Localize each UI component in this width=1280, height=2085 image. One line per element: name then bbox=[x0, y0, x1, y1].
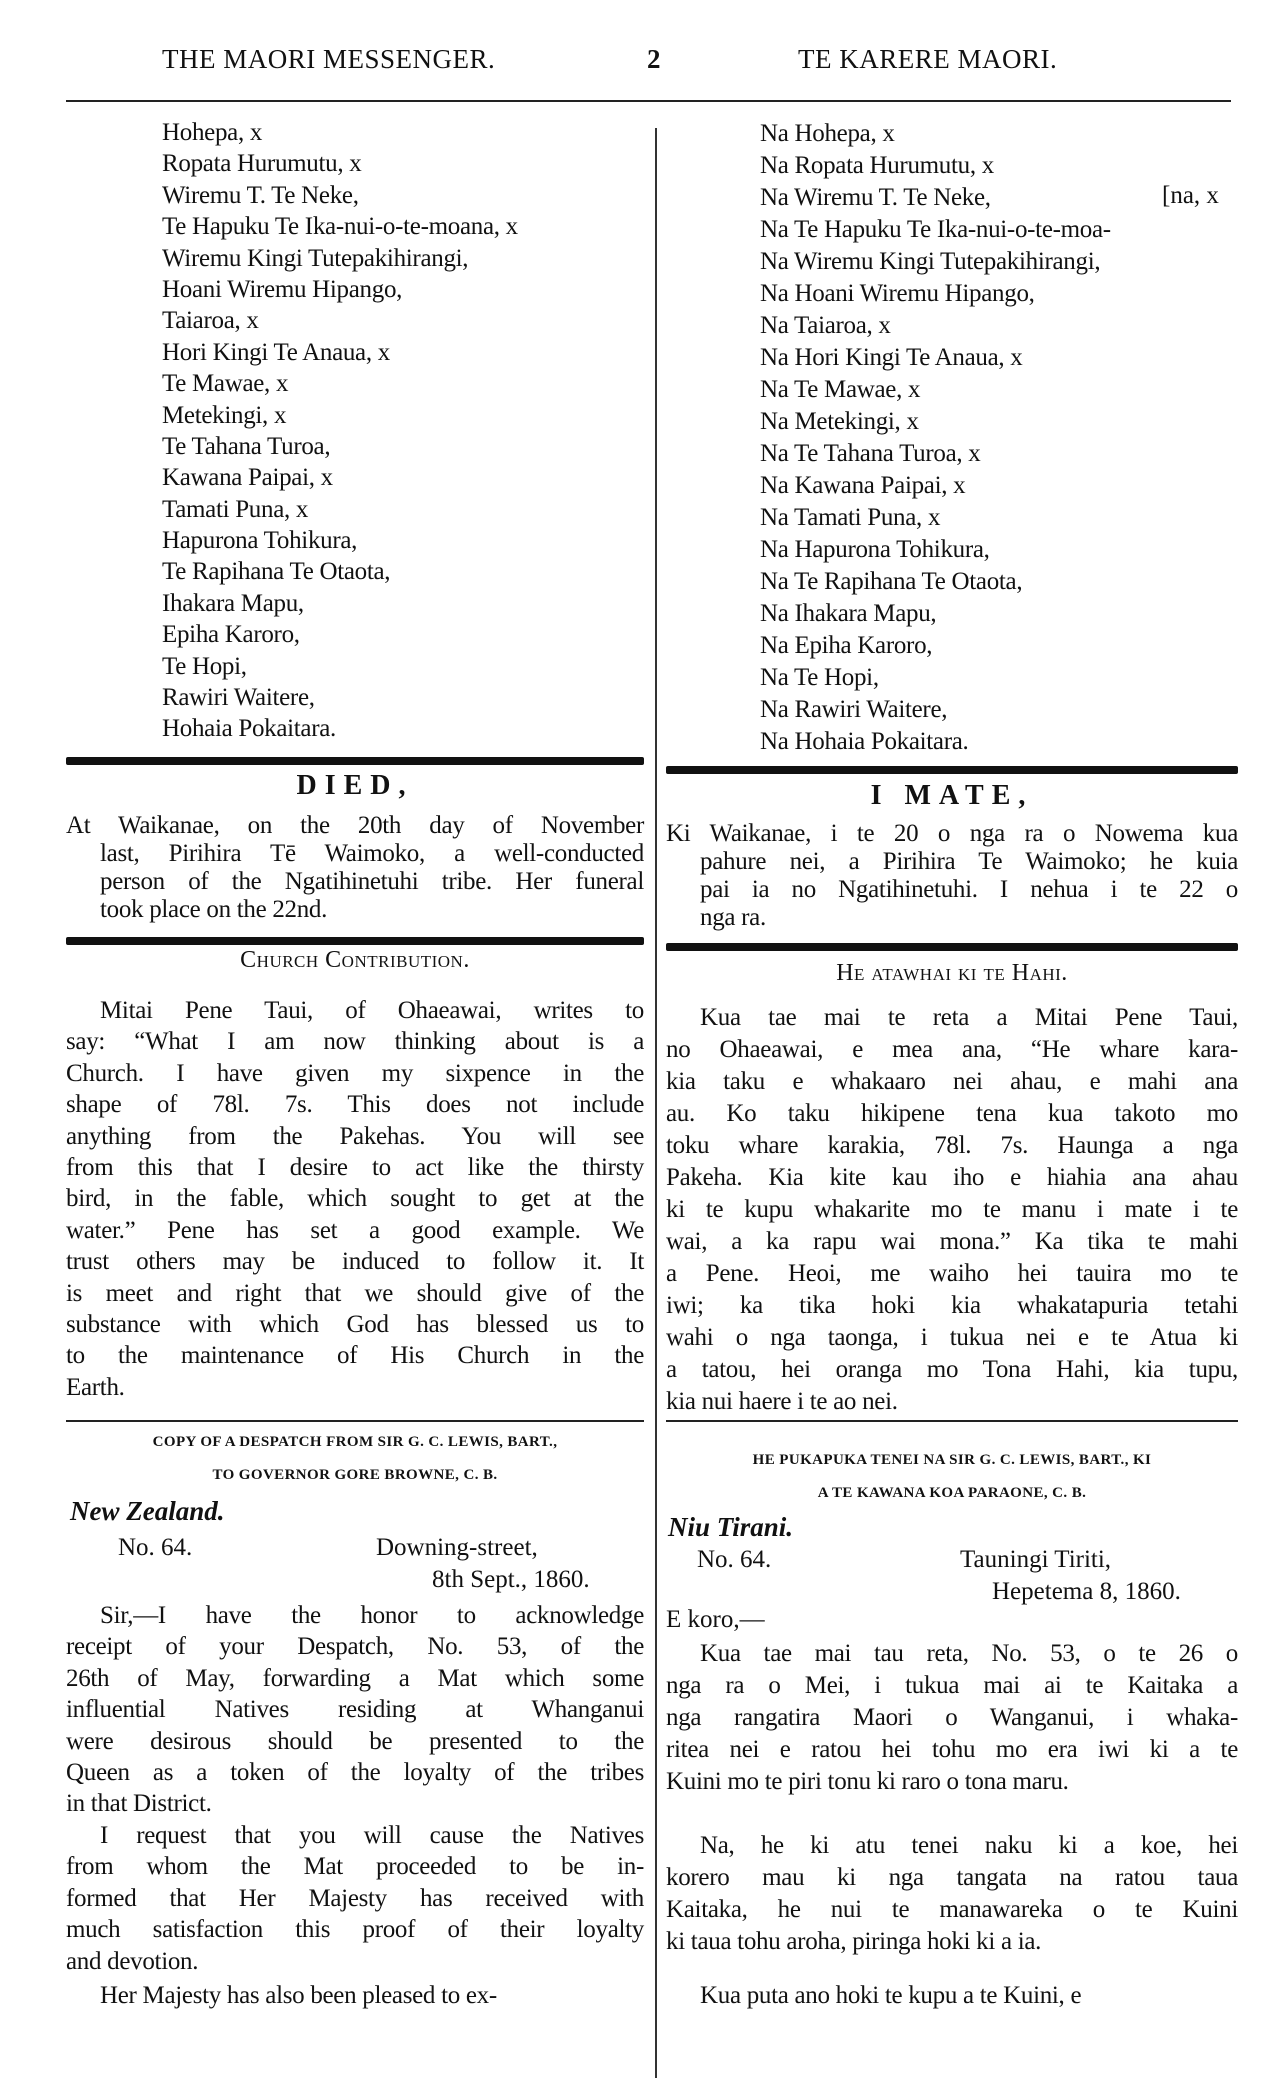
text-line: Na Te Hapuku Te Ika-nui-o-te-moa- bbox=[760, 216, 1111, 243]
text-line: Tamati Puna, x bbox=[162, 495, 309, 523]
text-line: kia nui haere i te ao nei. bbox=[666, 1388, 898, 1415]
text-line: Hohepa, x bbox=[162, 119, 263, 146]
page-number: 2 bbox=[647, 44, 661, 74]
text-line: Hori Kingi Te Anaua, x bbox=[162, 338, 390, 366]
despatch-subheading-english: TO GOVERNOR GORE BROWNE, C. B. bbox=[212, 1467, 498, 1483]
text-line: Na Kawana Paipai, x bbox=[760, 472, 966, 499]
text-line: Hoani Wiremu Hipango, bbox=[162, 275, 403, 303]
text-line: Na Hohepa, x bbox=[760, 120, 895, 147]
text-line: Metekingi, x bbox=[162, 401, 287, 429]
text-line: no Ohaeawai, e mea ana, “He whare kara- bbox=[666, 1036, 1238, 1063]
text-line: person of the Ngatihinetuhi tribe. Her funeral bbox=[100, 868, 644, 895]
masthead-title-english: THE MAORI MESSENGER. bbox=[162, 44, 496, 74]
section-rule bbox=[666, 766, 1238, 774]
text-line: At Waikanae, on the 20th day of November bbox=[66, 812, 644, 839]
text-line: Queen as a token of the loyalty of the tribes bbox=[66, 1758, 644, 1786]
died-heading-maori: I MATE, bbox=[870, 780, 1034, 811]
text-line: Na Te Hopi, bbox=[760, 664, 879, 691]
signatories-list-english bbox=[162, 117, 518, 745]
text-line: Na Te Mawae, x bbox=[760, 376, 921, 403]
text-line: I request that you will cause the Natives bbox=[100, 1822, 644, 1849]
text-line: au. Ko taku hikipene tena kua takoto mo bbox=[666, 1100, 1238, 1127]
section-rule bbox=[66, 937, 644, 945]
signatories-list-maori bbox=[760, 118, 1111, 758]
text-line: 26th of May, forwarding a Mat which some bbox=[66, 1664, 644, 1692]
column-divider bbox=[655, 128, 657, 2078]
text-line: Na Hapurona Tohikura, bbox=[760, 536, 990, 563]
text-line: last, Pirihira Tē Waimoko, a well-conducted bbox=[100, 840, 644, 867]
despatch-number-english: No. 64. bbox=[118, 1534, 193, 1561]
text-line: Na Te Rapihana Te Otaota, bbox=[760, 568, 1023, 595]
text-line: influential Natives residing at Whanganui bbox=[66, 1696, 644, 1724]
text-line: is meet and right that we should give of the bbox=[66, 1279, 644, 1307]
text-line: Na Rawiri Waitere, bbox=[760, 696, 948, 723]
text-line: were desirous should be presented to the bbox=[66, 1727, 644, 1755]
despatch-date-english: 8th Sept., 1860. bbox=[432, 1566, 590, 1593]
text-line: Na Ihakara Mapu, bbox=[760, 600, 937, 627]
despatch-paragraph-english bbox=[66, 1820, 644, 1977]
text-line: anything from the Pakehas. You will see bbox=[66, 1122, 644, 1150]
text-line: Na Tamati Puna, x bbox=[760, 504, 941, 531]
church-heading-maori: He atawhai ki te Hahi. bbox=[836, 960, 1068, 986]
text-line: much satisfaction this proof of their loyalty bbox=[66, 1916, 644, 1944]
despatch-salutation-maori: E koro,— bbox=[666, 1606, 765, 1633]
text-line: Ihakara Mapu, bbox=[162, 589, 304, 617]
text-line: from whom the Mat proceeded to be in- bbox=[66, 1853, 644, 1881]
despatch-paragraph-english bbox=[66, 1980, 644, 2011]
text-line: Hohaia Pokaitara. bbox=[162, 715, 337, 743]
despatch-subheading-maori: A TE KAWANA KOA PARAONE, C. B. bbox=[817, 1485, 1087, 1501]
text-line: Taiaroa, x bbox=[162, 307, 259, 335]
text-line: Na Ropata Hurumutu, x bbox=[760, 152, 994, 179]
text-line: from this that I desire to act like the thirsty bbox=[66, 1153, 644, 1181]
despatch-paragraph-maori bbox=[666, 1980, 1238, 2011]
text-line: bird, in the fable, which sought to get at the bbox=[66, 1185, 644, 1213]
text-line: Na Hohaia Pokaitara. bbox=[760, 728, 969, 755]
text-line: to the maintenance of His Church in the bbox=[66, 1342, 644, 1370]
text-line: Epiha Karoro, bbox=[162, 621, 300, 649]
text-line: Ropata Hurumutu, x bbox=[162, 150, 362, 178]
church-article-maori bbox=[666, 1002, 1238, 1418]
despatch-heading-maori: HE PUKAPUKA TENEI NA SIR G. C. LEWIS, BART., KI bbox=[752, 1452, 1152, 1468]
text-line: and devotion. bbox=[66, 1947, 199, 1975]
despatch-date-maori: Hepetema 8, 1860. bbox=[992, 1578, 1181, 1605]
section-rule bbox=[666, 943, 1238, 951]
despatch-number-maori: No. 64. bbox=[697, 1546, 772, 1573]
text-line: Earth. bbox=[66, 1373, 125, 1401]
text-line: pahure nei, a Pirihira Te Waimoko; he kuia bbox=[700, 848, 1238, 875]
section-rule bbox=[66, 1420, 644, 1422]
text-line: Pakeha. Kia kite kau iho e hiahia ana ahau bbox=[666, 1164, 1238, 1191]
died-heading-english: DIED, bbox=[296, 770, 414, 801]
text-line: Na Epiha Karoro, bbox=[760, 632, 933, 659]
text-line: Na Taiaroa, x bbox=[760, 312, 891, 339]
text-line: nga ra o Mei, i tukua mai ai te Kaitaka a bbox=[666, 1672, 1238, 1699]
despatch-address-english: Downing-street, bbox=[376, 1534, 538, 1561]
text-line: Kua tae mai tau reta, No. 53, o te 26 o bbox=[700, 1640, 1238, 1667]
names-overflow-text: [na, x bbox=[1162, 182, 1219, 209]
text-line: say: “What I am now thinking about is a bbox=[66, 1028, 644, 1056]
text-line: wai, a ka rapu wai mona.” Ka tika te mahi bbox=[666, 1228, 1238, 1255]
header-rule bbox=[66, 100, 1231, 102]
text-line: took place on the 22nd. bbox=[100, 896, 328, 923]
text-line: kia taku e whakaaro nei ahau, e mahi ana bbox=[666, 1068, 1238, 1095]
text-line: Te Hapuku Te Ika-nui-o-te-moana, x bbox=[162, 213, 518, 241]
text-line: Kua tae mai te reta a Mitai Pene Taui, bbox=[700, 1004, 1238, 1031]
masthead-title-maori: TE KARERE MAORI. bbox=[798, 44, 1058, 74]
text-line: nga rangatira Maori o Wanganui, i whaka- bbox=[666, 1704, 1238, 1731]
despatch-place-english: New Zealand. bbox=[70, 1496, 225, 1526]
text-line: Na Hori Kingi Te Anaua, x bbox=[760, 344, 1023, 371]
text-line: Church. I have given my sixpence in the bbox=[66, 1059, 644, 1087]
text-line: korero mau ki nga tangata na ratou taua bbox=[666, 1864, 1238, 1891]
text-line: in that District. bbox=[66, 1790, 212, 1818]
text-line: Na Wiremu T. Te Neke, bbox=[760, 184, 991, 211]
text-line: Na Hoani Wiremu Hipango, bbox=[760, 280, 1035, 307]
text-line: pai ia no Ngatihinetuhi. I nehua i te 22 o bbox=[700, 876, 1238, 903]
section-rule bbox=[666, 1420, 1238, 1422]
text-line: Hapurona Tohikura, bbox=[162, 527, 358, 555]
despatch-paragraph-english bbox=[66, 1600, 644, 1820]
text-line: Kawana Paipai, x bbox=[162, 464, 333, 492]
text-line: Wiremu Kingi Tutepakihirangi, bbox=[162, 244, 469, 272]
text-line: shape of 78l. 7s. This does not include bbox=[66, 1091, 644, 1119]
text-line: Te Mawae, x bbox=[162, 370, 289, 398]
text-line: ki te kupu whakarite mo te manu i mate i te bbox=[666, 1196, 1238, 1223]
text-line: Kua puta ano hoki te kupu a te Kuini, e bbox=[700, 1982, 1082, 2009]
despatch-paragraph-maori bbox=[666, 1638, 1238, 1798]
text-line: water.” Pene has set a good example. We bbox=[66, 1216, 644, 1244]
died-notice-english bbox=[66, 812, 644, 924]
text-line: Na Metekingi, x bbox=[760, 408, 919, 435]
text-line: Her Majesty has also been pleased to ex- bbox=[100, 1982, 497, 2009]
text-line: Te Rapihana Te Otaota, bbox=[162, 558, 391, 586]
church-heading-english: Church Contribution. bbox=[240, 947, 470, 973]
text-line: Na Wiremu Kingi Tutepakihirangi, bbox=[760, 248, 1101, 275]
text-line: a tatou, hei oranga mo Tona Hahi, kia tupu, bbox=[666, 1356, 1238, 1383]
died-notice-maori bbox=[666, 820, 1238, 932]
text-line: Te Hopi, bbox=[162, 652, 247, 680]
text-line: Na, he ki atu tenei naku ki a koe, hei bbox=[700, 1832, 1238, 1859]
text-line: receipt of your Despatch, No. 53, of the bbox=[66, 1633, 644, 1661]
text-line: Wiremu T. Te Neke, bbox=[162, 181, 359, 209]
text-line: wahi o nga taonga, i tukua nei e te Atua ki bbox=[666, 1324, 1238, 1351]
text-line: toku whare karakia, 78l. 7s. Haunga a nga bbox=[666, 1132, 1238, 1159]
text-line: Na Te Tahana Turoa, x bbox=[760, 440, 981, 467]
text-line: Sir,—I have the honor to acknowledge bbox=[100, 1602, 644, 1629]
despatch-paragraph-maori bbox=[666, 1830, 1238, 1958]
text-line: Ki Waikanae, i te 20 o nga ra o Nowema kua bbox=[666, 820, 1238, 847]
text-line: Kuini mo te piri tonu ki raro o tona maru. bbox=[666, 1768, 1069, 1795]
text-line: substance with which God has blessed us to bbox=[66, 1310, 644, 1338]
text-line: Kaitaka, he nui te manawareka o te Kuini bbox=[666, 1896, 1238, 1923]
text-line: Rawiri Waitere, bbox=[162, 684, 315, 712]
section-rule bbox=[66, 757, 644, 765]
text-line: nga ra. bbox=[700, 904, 766, 931]
church-article-english bbox=[66, 995, 644, 1403]
despatch-place-maori: Niu Tirani. bbox=[668, 1512, 794, 1542]
text-line: Mitai Pene Taui, of Ohaeawai, writes to bbox=[100, 997, 644, 1024]
text-line: a Pene. Heoi, me waiho hei tauira mo te bbox=[666, 1260, 1238, 1287]
text-line: iwi; ka tika hoki kia whakatapuria tetahi bbox=[666, 1292, 1238, 1319]
text-line: Te Tahana Turoa, bbox=[162, 432, 331, 460]
text-line: ki taua tohu aroha, piringa hoki ki a ia. bbox=[666, 1928, 1042, 1955]
text-line: trust others may be induced to follow it. It bbox=[66, 1248, 644, 1276]
text-line: ritea nei e ratou hei tohu mo era iwi ki a te bbox=[666, 1736, 1238, 1763]
despatch-heading-english: COPY OF A DESPATCH FROM SIR G. C. LEWIS, BART., bbox=[152, 1434, 558, 1450]
despatch-address-maori: Tauningi Tiriti, bbox=[960, 1546, 1112, 1573]
text-line: formed that Her Majesty has received with bbox=[66, 1884, 644, 1912]
